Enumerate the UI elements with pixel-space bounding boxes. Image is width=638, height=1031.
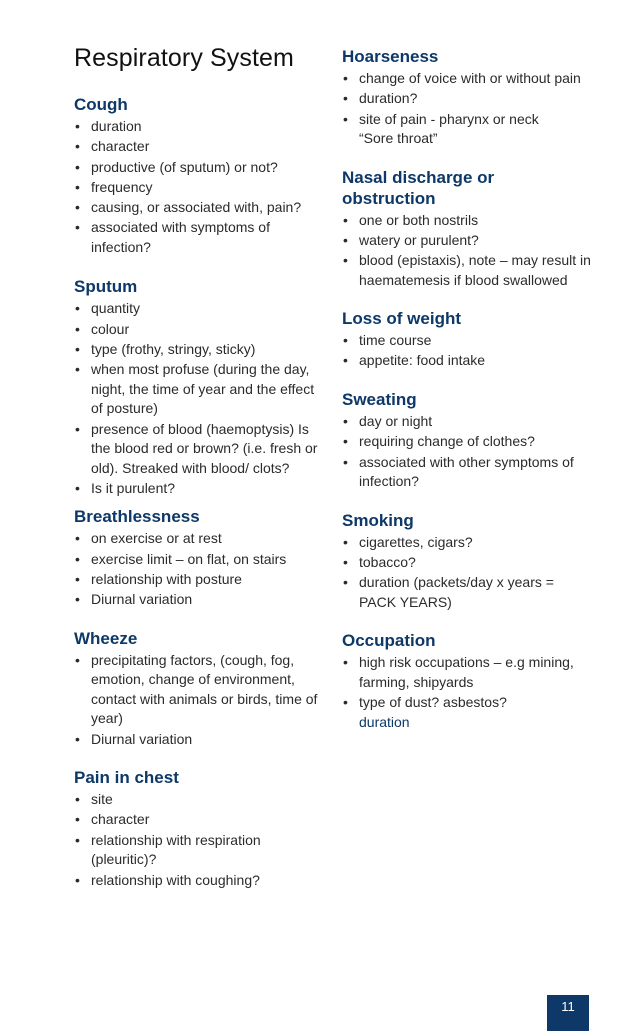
list-item: • Diurnal variation — [74, 730, 324, 750]
section-heading: Wheeze — [74, 628, 138, 648]
list-item: • type of dust? asbestos? — [342, 693, 602, 713]
list-item: • tobacco? — [342, 553, 602, 573]
section-cough — [74, 94, 324, 257]
bullet-list — [342, 331, 602, 371]
list-item: • Diurnal variation — [74, 590, 324, 610]
bullet-list — [342, 211, 602, 291]
list-item: • cigarettes, cigars? — [342, 533, 602, 553]
list-item: • relationship with respiration (pleuritic)? — [74, 831, 281, 870]
section-heading: Cough — [74, 95, 128, 114]
bullet-list — [74, 299, 324, 498]
bullet-list — [74, 529, 324, 609]
list-item: • relationship with posture — [74, 570, 324, 590]
section-smoking — [342, 510, 602, 613]
list-item: • causing, or associated with, pain? — [74, 198, 324, 218]
list-item: • Is it purulent? — [74, 479, 324, 499]
bullet-list — [74, 117, 324, 257]
section-heading: Hoarseness — [342, 47, 439, 66]
list-item: • character — [74, 810, 324, 830]
list-item: • duration — [74, 117, 324, 137]
list-item: • character — [74, 137, 324, 157]
section-wheeze — [74, 628, 324, 749]
section-loss-of-weight — [342, 308, 602, 371]
list-item: • high risk occupations – e.g mining, farming, shipyards — [342, 653, 589, 692]
page-number-badge: 11 — [547, 995, 589, 1031]
list-item: • requiring change of clothes? — [342, 432, 602, 452]
section-heading: Pain in chest — [74, 768, 179, 788]
list-item: • quantity — [74, 299, 324, 319]
list-item: • on exercise or at rest — [74, 529, 324, 549]
section-nasal-discharge — [342, 167, 602, 291]
list-item: • colour — [74, 320, 324, 340]
right-column — [342, 46, 602, 733]
bullet-list — [342, 69, 602, 149]
section-heading: Sweating — [342, 389, 417, 409]
list-item: • duration (packets/day x years = PACK YEARS) — [342, 573, 584, 612]
list-item: • site — [74, 790, 324, 810]
list-item: • type (frothy, stringy, sticky) — [74, 340, 324, 360]
bullet-list — [342, 412, 602, 492]
list-item: • exercise limit – on flat, on stairs — [74, 550, 324, 570]
section-heading: Breathlessness — [74, 507, 200, 527]
list-item: • watery or purulent? — [342, 231, 602, 251]
left-column — [74, 94, 324, 891]
list-item: • appetite: food intake — [342, 351, 602, 371]
list-item: • site of pain - pharynx or neck “Sore throat” — [342, 110, 574, 149]
bullet-list — [74, 651, 324, 749]
occupation-note: duration — [359, 714, 410, 731]
list-item: • frequency — [74, 178, 324, 198]
list-item: • when most profuse (during the day, night, the time of year and the effect of posture) — [74, 360, 324, 419]
section-sputum — [74, 276, 324, 498]
bullet-list — [342, 533, 602, 613]
section-occupation — [342, 630, 602, 733]
page-title: Respiratory System — [74, 44, 294, 72]
bullet-list — [342, 653, 602, 712]
list-item: • relationship with coughing? — [74, 871, 324, 891]
list-item: • associated with other symptoms of infection? — [342, 453, 602, 492]
list-item: • day or night — [342, 412, 602, 432]
section-sweating — [342, 389, 602, 492]
list-item: • time course — [342, 331, 602, 351]
list-item: • presence of blood (haemoptysis) Is the blood red or brown? (i.e. fresh or old). Streaked with blood/ clots? — [74, 420, 324, 479]
section-heading: Smoking — [342, 510, 414, 530]
section-pain-in-chest — [74, 767, 324, 890]
section-heading: Occupation — [342, 631, 436, 651]
list-item: • blood (epistaxis), note – may result in haematemesis if blood swallowed — [342, 251, 602, 290]
list-item: • change of voice with or without pain — [342, 69, 584, 89]
list-item: • associated with symptoms of infection? — [74, 218, 291, 257]
section-heading: Nasal discharge or obstruction — [342, 167, 495, 208]
section-heading: Loss of weight — [342, 309, 461, 329]
list-item: • productive (of sputum) or not? — [74, 158, 324, 178]
list-item: • one or both nostrils — [342, 211, 602, 231]
bullet-list — [74, 790, 324, 890]
section-hoarseness — [342, 46, 602, 149]
section-heading: Sputum — [74, 277, 138, 297]
section-breathlessness — [74, 506, 324, 609]
list-item: • precipitating factors, (cough, fog, emotion, change of environment, contact with animals or birds, time of year) — [74, 651, 324, 729]
list-item: • duration? — [342, 89, 602, 109]
